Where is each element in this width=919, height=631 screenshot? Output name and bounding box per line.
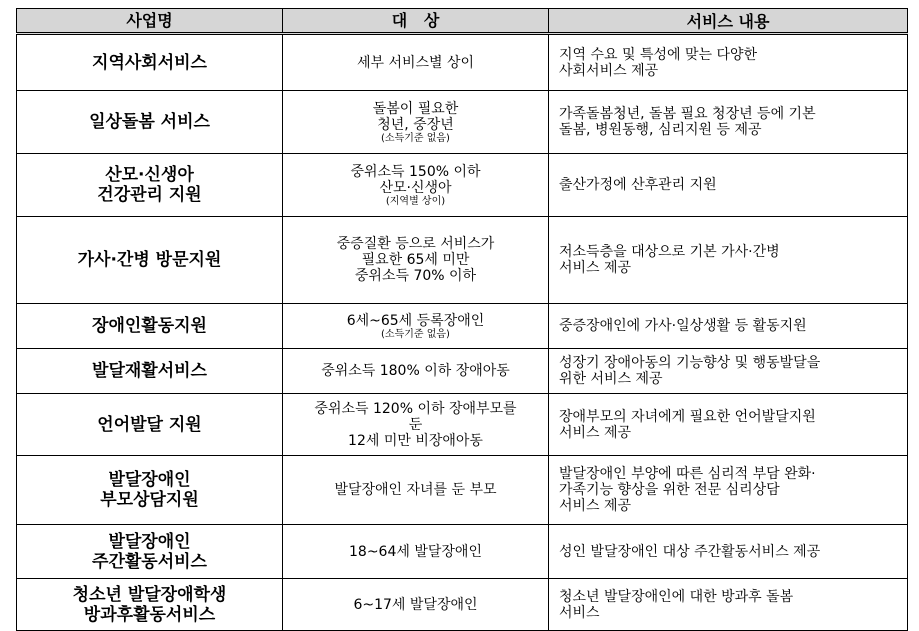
program-name-cell [17,349,283,394]
cell-line: 발달장애인 [108,470,191,490]
target-cell [283,525,549,579]
cell-line: 발달재활서비스 [92,361,207,381]
table-row [17,154,908,217]
cell-line: 언어발달 지원 [97,414,202,435]
cell-line: 발달장애인 자녀를 둔 부모 [334,482,497,498]
cell-line: 사회서비스 제공 [559,62,659,79]
program-name-cell [17,91,283,154]
table-row [17,304,908,349]
service-table [16,8,908,631]
program-name-cell [17,525,283,579]
cell-line: 청년, 중장년 [377,116,454,133]
table-row [17,34,908,91]
table-row [17,579,908,631]
program-name-cell [17,579,283,631]
cell-line: 일상돌봄 서비스 [89,112,210,132]
cell-line: 지역사회서비스 [92,52,207,73]
cell-line: 산모·신생아 [379,179,452,196]
cell-line: 서비스 [559,604,600,621]
cell-line: 6세~65세 등록장애인 [346,312,485,329]
cell-line: 중증질환 등으로 서비스가 [336,236,495,252]
target-note: (소득기준 없음) [381,132,450,144]
cell-line: 돌봄이 필요한 [372,100,459,117]
service-content-cell [549,579,908,631]
table-row [17,394,908,456]
service-content-cell [549,34,908,91]
service-content-cell [549,456,908,525]
cell-line: 돌봄, 병원동행, 심리지원 등 제공 [559,122,762,138]
cell-line: 청소년 발달장애인에 대한 방과후 돌봄 [559,588,794,605]
cell-line: 세부 서비스별 상이 [356,54,475,71]
table-row [17,349,908,394]
cell-line: 청소년 발달장애학생 [72,584,227,605]
cell-line: 12세 미만 비장애아동 [348,432,483,449]
cell-line: 서비스 제공 [559,260,632,276]
cell-line: 6~17세 발달장애인 [353,596,478,613]
table-header-row [17,9,908,34]
cell-line: 성인 발달장애인 대상 주간활동서비스 제공 [559,543,821,560]
header-service: 서비스 내용 [549,9,908,34]
service-content-cell [549,154,908,217]
cell-line: 18~64세 발달장애인 [349,543,482,560]
target-cell [283,34,549,91]
target-cell [283,349,549,394]
cell-line: 필요한 65세 미만 [361,252,470,268]
cell-line: 저소득층을 대상으로 기본 가사·간병 [559,244,780,260]
cell-line: 중위소득 180% 이하 장애아동 [321,363,510,379]
cell-line: 중증장애인에 가사·일상생활 등 활동지원 [559,318,807,334]
target-note: (지역별 상이) [385,195,446,207]
service-content-cell [549,217,908,304]
target-cell [283,217,549,304]
service-content-cell [549,525,908,579]
cell-line: 가족기능 향상을 위한 전문 심리상담 [559,482,780,498]
table-row [17,91,908,154]
cell-line: 산모·신생아 [105,165,194,185]
target-cell [283,154,549,217]
cell-line: 중위소득 150% 이하 [350,163,481,180]
target-cell [283,91,549,154]
header-target: 대 상 [283,9,549,34]
program-name-cell [17,217,283,304]
service-content-cell [549,349,908,394]
table-row [17,525,908,579]
cell-line: 발달장애인 [108,531,191,552]
service-content-cell [549,394,908,456]
cell-line: 가사·간병 방문지원 [77,250,222,270]
cell-line: 장애부모의 자녀에게 필요한 언어발달지원 [559,408,816,425]
cell-line: 서비스 제공 [559,498,632,514]
cell-line: 중위소득 120% 이하 장애부모를 [314,400,517,417]
program-name-cell [17,394,283,456]
service-content-cell [549,91,908,154]
program-name-cell [17,456,283,525]
cell-line: 주간활동서비스 [92,551,207,572]
table-row [17,456,908,525]
target-note: (소득기준 없음) [381,328,450,340]
service-content-cell [549,304,908,349]
table-row [17,217,908,304]
program-name-cell [17,154,283,217]
cell-line: 출산가정에 산후관리 지원 [559,177,717,193]
program-name-cell [17,304,283,349]
cell-line: 발달장애인 부양에 따른 심리적 부담 완화· [559,466,816,482]
cell-line: 건강관리 지원 [97,185,202,205]
cell-line: 지역 수요 및 특성에 맞는 다양한 [559,46,758,63]
cell-line: 장애인활동지원 [92,316,207,336]
header-program: 사업명 [17,9,283,34]
cell-line: 위한 서비스 제공 [559,371,663,387]
cell-line: 방과후활동서비스 [83,604,216,625]
target-cell [283,394,549,456]
target-cell [283,304,549,349]
target-cell [283,579,549,631]
target-cell [283,456,549,525]
program-name-cell [17,34,283,91]
cell-line: 부모상담지원 [100,490,199,510]
cell-line: 중위소득 70% 이하 [354,268,477,284]
cell-line: 서비스 제공 [559,424,632,441]
cell-line: 가족돌봄청년, 돌봄 필요 청장년 등에 기본 [559,106,816,122]
cell-line: 성장기 장애아동의 기능향상 및 행동발달을 [559,355,821,371]
cell-line: 둔 [408,416,423,433]
